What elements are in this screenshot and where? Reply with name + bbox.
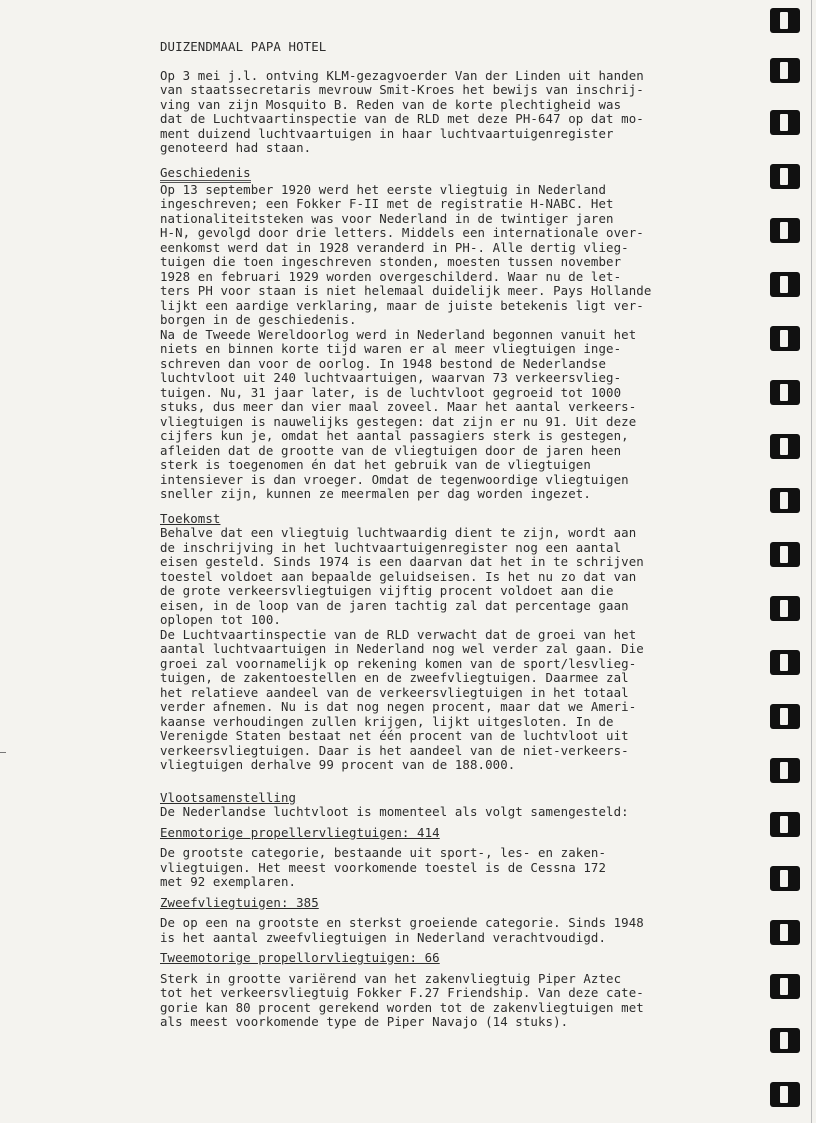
category-3-text: Sterk in grootte variërend van het zakenvliegtuig Piper Aztec tot het verkeersvliegtuig Fokker F.27 Friendship. Van deze cate- gorie kan 80 procent gerekend worden tot de zakenvliegtuigen met als meest voorkomende type de Piper Navajo (14 stuks). bbox=[160, 970, 644, 1029]
binding-ring-icon bbox=[770, 272, 800, 297]
binding-ring-icon bbox=[770, 326, 800, 351]
binding-ring-icon bbox=[770, 542, 800, 567]
binding-ring-icon bbox=[770, 596, 800, 621]
binding-ring-icon bbox=[770, 488, 800, 513]
binding-ring-icon bbox=[770, 1028, 800, 1053]
binding-ring-icon bbox=[770, 380, 800, 405]
binding-ring-icon bbox=[770, 164, 800, 189]
binding-ring-icon bbox=[770, 920, 800, 945]
history-paragraph-2: Na de Tweede Wereldoorlog werd in Nederland begonnen vanuit het niets en binnen korte tijd waren er al meer vliegtuigen inge- schreven dan voor de oorlog. In 1948 bestond de Nederlandse luchtvloot uit 240 luchtvaartuigen, waarvan 73 verkeersvlieg- tuigen. Nu, 31 jaar later, is de luchtvloot gegroeid tot 1000 stuks, dus meer dan vier maal zoveel. Maar het aantal verkeers- vliegtuigen is nauwelijks gestegen: dat zijn er nu 91. Uit deze cijfers kun je, omdat het aantal passagiers sterk is gestegen, afleiden dat de grootte van de vliegtuigen door de jaren heen sterk is toegenomen én dat het gebruik van de vliegtuigen intensiever is dan vroeger. Omdat de tegenwoordige vliegtuigen sneller zijn, kunnen ze meermalen per dag worden ingezet. bbox=[160, 326, 637, 501]
category-1-text: De grootste categorie, bestaande uit sport-, les- en zaken- vliegtuigen. Het meest voorkomende toestel is de Cessna 172 met 92 exemplaren. bbox=[160, 845, 607, 889]
future-paragraph-1: Behalve dat een vliegtuig luchtwaardig dient te zijn, wordt aan de inschrijving in het luchtvaartuigenregister nog een aantal eisen gesteld. Sinds 1974 is een daarvan dat het in te schrijven toestel voldoet aan bepaalde geluidseisen. Is het nu zo dat van de grote verkeersvliegtuigen vijftig procent voldoet aan die eisen, in de loop van de jaren tachtig zal dat percentage gaan oplopen tot 100. bbox=[160, 525, 644, 627]
binding-ring-icon bbox=[770, 650, 800, 675]
binding-ring-icon bbox=[770, 974, 800, 999]
binding-ring-icon bbox=[770, 704, 800, 729]
category-2-text: De op een na grootste en sterkst groeiende categorie. Sinds 1948 is het aantal zweefvliegtuigen in Nederland verachtvoudigd. bbox=[160, 915, 644, 945]
binding-ring-icon bbox=[770, 434, 800, 459]
page-edge bbox=[811, 0, 812, 1123]
future-heading: Toekomst bbox=[160, 510, 221, 526]
binding-ring-icon bbox=[770, 110, 800, 135]
binding-ring-icon bbox=[770, 58, 800, 83]
history-paragraph-1: Op 13 september 1920 werd het eerste vliegtuig in Nederland ingeschreven; een Fokker F-II met de registratie H-NABC. Het nationaliteitsteken was voor Nederland in de twintiger jaren H-N, gevolgd door drie letters. Middels een internationale over- eenkomst werd dat in 1928 veranderd in PH-. Alle dertig vlieg- tuigen die toen ingeschreven stonden, moesten tussen november 1928 en februari 1929 worden overgeschilderd. Waar nu de let- ters PH voor staan is niet helemaal duidelijk meer. Pays Hollande lijkt een aardige verklaring, maar de juiste betekenis ligt ver- borgen in de geschiedenis. bbox=[160, 181, 652, 327]
margin-mark bbox=[0, 752, 6, 753]
binding-ring-icon bbox=[770, 8, 800, 33]
history-heading: Geschiedenis bbox=[160, 166, 251, 183]
article bbox=[160, 40, 700, 1030]
category-1-heading: Eenmotorige propellervliegtuigen: 414 bbox=[160, 824, 440, 840]
spiral-binding bbox=[770, 0, 804, 1123]
article-title: DUIZENDMAAL PAPA HOTEL bbox=[160, 39, 327, 54]
fleet-intro: De Nederlandse luchtvloot is momenteel als volgt samengesteld: bbox=[160, 804, 629, 819]
binding-ring-icon bbox=[770, 218, 800, 243]
future-paragraph-2: De Luchtvaartinspectie van de RLD verwacht dat de groei van het aantal luchtvaartuigen in Nederland nog wel verder zal gaan. Die groei zal voornamelijk op rekening komen van de sport/lesvlieg- tuigen, de zakentoestellen en de zweefvliegtuigen. Daarmee zal het relatieve aandeel van de verkeersvliegtuigen in het totaal verder afnemen. Nu is dat nog negen procent, maar dat we Ameri- kaanse verhoudingen zullen krijgen, lijkt uitgesloten. In de Verenigde Staten bestaat net één procent van de luchtvloot uit verkeersvliegtuigen. Daar is het aandeel van de niet-verkeers- vliegtuigen derhalve 99 procent van de 188.000. bbox=[160, 626, 644, 772]
binding-ring-icon bbox=[770, 812, 800, 837]
binding-ring-icon bbox=[770, 758, 800, 783]
intro-paragraph: Op 3 mei j.l. ontving KLM-gezagvoerder Van der Linden uit handen van staatssecretaris mevrouw Smit-Kroes het bewijs van inschrij- ving van zijn Mosquito B. Reden van de korte plechtigheid was dat de Luchtvaartinspectie van de RLD met deze PH-647 op dat mo- ment duizend luchtvaartuigen in haar luchtvaartuigenregister genoteerd had staan. bbox=[160, 67, 644, 155]
binding-ring-icon bbox=[770, 866, 800, 891]
binding-ring-icon bbox=[770, 1082, 800, 1107]
fleet-heading: Vlootsamenstelling bbox=[160, 789, 297, 805]
category-3-heading: Tweemotorige propellorvliegtuigen: 66 bbox=[160, 950, 440, 965]
category-2-heading: Zweefvliegtuigen: 385 bbox=[160, 894, 319, 910]
